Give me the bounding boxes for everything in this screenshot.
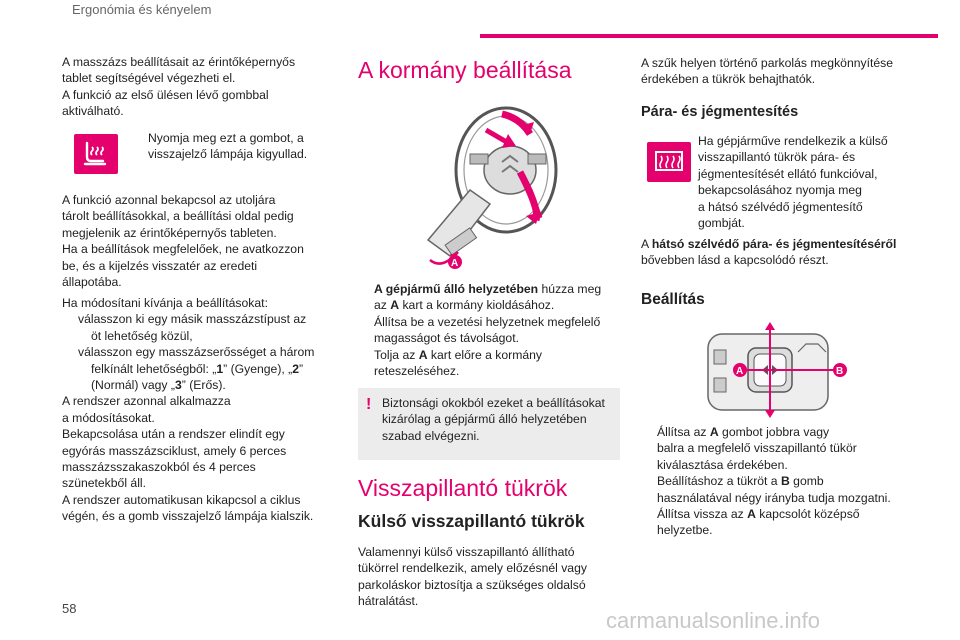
text-line: visszapillantó tükrök pára- és [698, 150, 856, 165]
text-line: Valamennyi külső visszapillantó állítható [358, 545, 575, 559]
steering-wheel-illustration [410, 100, 570, 270]
text-line: parkoláskor biztosítja a szükséges oldalsó [358, 577, 586, 592]
massage-modify-settings [62, 295, 342, 525]
text-line: végén, és a gomb visszajelző lámpája kialszik. [62, 509, 314, 524]
safety-warning-box [358, 388, 620, 460]
text-line: visszajelző lámpája kigyullad. [148, 147, 308, 162]
external-mirrors-description [358, 544, 620, 610]
defrost-title: Pára- és jégmentesítés [641, 104, 799, 120]
steering-section [358, 56, 620, 84]
text-line: hátralátást. [358, 594, 419, 609]
text-line: bővebben lásd a kapcsolódó részt. [641, 253, 829, 268]
text-line: öt lehetőség közül, [91, 328, 193, 343]
text-line: helyzetbe. [657, 523, 713, 538]
text-line: masszázsszakaszokból és 4 perces [62, 460, 256, 475]
section-header-title: Ergonómia és kényelem [72, 2, 212, 17]
text-line: válasszon ki egy másik masszázstípust az [78, 312, 307, 327]
text-line: a hátsó szélvédő jégmentesítő [698, 199, 863, 214]
text-line: tablet segítségével végezheti el. [62, 71, 236, 86]
text-line: Bekapcsolása után a rendszer elindít egy [62, 427, 285, 442]
text-line: Ha a beállítások megfelelőek, ne avatkozzon [62, 242, 304, 257]
text-line: Nyomja meg ezt a gombot, a [148, 131, 304, 145]
watermark-text: carmanualsonline.info [606, 608, 821, 633]
mirror-fold-text [641, 55, 903, 88]
text-line: reteszeléséhez. [374, 364, 460, 379]
text-line: Ha módosítani kívánja a beállításokat: [62, 296, 268, 310]
massage-seat-icon [74, 134, 118, 174]
massage-description [62, 192, 337, 290]
text-line: egyórás masszázsciklust, amely 6 perces [62, 443, 287, 458]
warning-text [382, 395, 614, 444]
text-line: A funkció azonnal bekapcsol az utoljára [62, 193, 276, 207]
text-line: A szűk helyen történő parkolás megkönnyítése [641, 56, 894, 70]
text-line: aktiválható. [62, 104, 124, 119]
text-line: gombját. [698, 216, 745, 231]
defrost-heading [641, 102, 903, 122]
mirrors-title: Visszapillantó tükrök [358, 475, 568, 501]
warning-exclamation-icon: ! [366, 396, 372, 413]
text-line: A hátsó szélvédő pára- és jégmentesítéséről [641, 237, 897, 251]
mirror-adjust-instructions: Állítsa az A gombot jobbra vagy balra a megfelelő visszapillantó tükör kiválasztása érdekében. Beállításhoz a tükröt a B gomb használatával négy irányba tudja mozgatni. Állítsa vissza az A kapcsolót középső helyzetbe. [641, 424, 903, 539]
rear-defrost-icon [647, 142, 691, 182]
text-line: az A kart a kormány kioldásához. [374, 298, 555, 313]
text-line: A rendszer automatikusan kikapcsol a ciklus [62, 492, 301, 507]
massage-button-instruction [132, 130, 332, 163]
text-line: bekapcsolásához nyomja meg [698, 183, 862, 198]
external-mirrors-title: Külső visszapillantó tükrök [358, 511, 585, 531]
defrost-description [698, 133, 908, 231]
text-line: A masszázs beállításait az érintőképernyős [62, 55, 296, 69]
text-line: használatával négy irányba tudja mozgatni. [657, 490, 891, 505]
text-line: be, és a kijelzés visszatér az eredeti [62, 258, 258, 273]
steering-title: A kormány beállítása [358, 57, 572, 83]
text-line: A funkció az első ülésen lévő gombbal [62, 87, 269, 102]
text-line: állapotába. [62, 275, 122, 290]
figure-label-a: A [736, 366, 744, 377]
text-line: tárolt beállításokkal, a beállítási oldal pedig [62, 209, 294, 224]
text-line: A rendszer azonnal alkalmazza [62, 394, 231, 409]
figure-label-a: A [451, 258, 459, 269]
text-line: jégmentesítését ellátó funkcióval, [698, 166, 878, 181]
settings-heading [641, 290, 903, 310]
mirrors-section [358, 474, 620, 502]
text-line: Biztonsági okokból ezeket a beállításokat [382, 396, 605, 410]
settings-title: Beállítás [641, 291, 705, 308]
figure-label-b: B [836, 366, 844, 377]
text-line: felkínált lehetőségből: „1” (Gyenge), „2” [91, 361, 304, 376]
text-line: szünetekből áll. [62, 476, 147, 491]
text-line: (Normál) vagy „3” (Erős). [91, 378, 226, 393]
text-line: balra a megfelelő visszapillantó tükör [657, 441, 857, 456]
header-accent-bar [480, 34, 938, 38]
defrost-reference [641, 236, 903, 269]
text-line: érdekében a tükrök behajthatók. [641, 72, 816, 87]
text-line: szabad elvégezni. [382, 428, 480, 443]
page-number: 58 [62, 601, 77, 616]
text-line: magasságot és távolságot. [374, 331, 519, 346]
text-line: megjelenik az érintőképernyős tableten. [62, 225, 277, 240]
text-line: a módosításokat. [62, 410, 155, 425]
text-line: tükörrel rendelkezik, amely előzésnél vagy [358, 561, 587, 576]
text-line: kiválasztása érdekében. [657, 457, 788, 472]
column-massage [62, 54, 337, 120]
external-mirrors-heading [358, 510, 620, 532]
text-line: kizárólag a gépjármű álló helyzetében [382, 412, 587, 427]
mirror-control-illustration [700, 322, 860, 418]
text-line: Ha gépjárműve rendelkezik a külső [698, 134, 888, 148]
text-line: válasszon egy masszázserősséget a három [78, 345, 315, 360]
steering-instructions: A gépjármű álló helyzetében húzza meg az A kart a kormány kioldásához. Állítsa be a vezetési helyzetnek megfelelő magasságot és távolságot. Tolja az A kart előre a kormány reteszeléséhez. [358, 281, 620, 379]
